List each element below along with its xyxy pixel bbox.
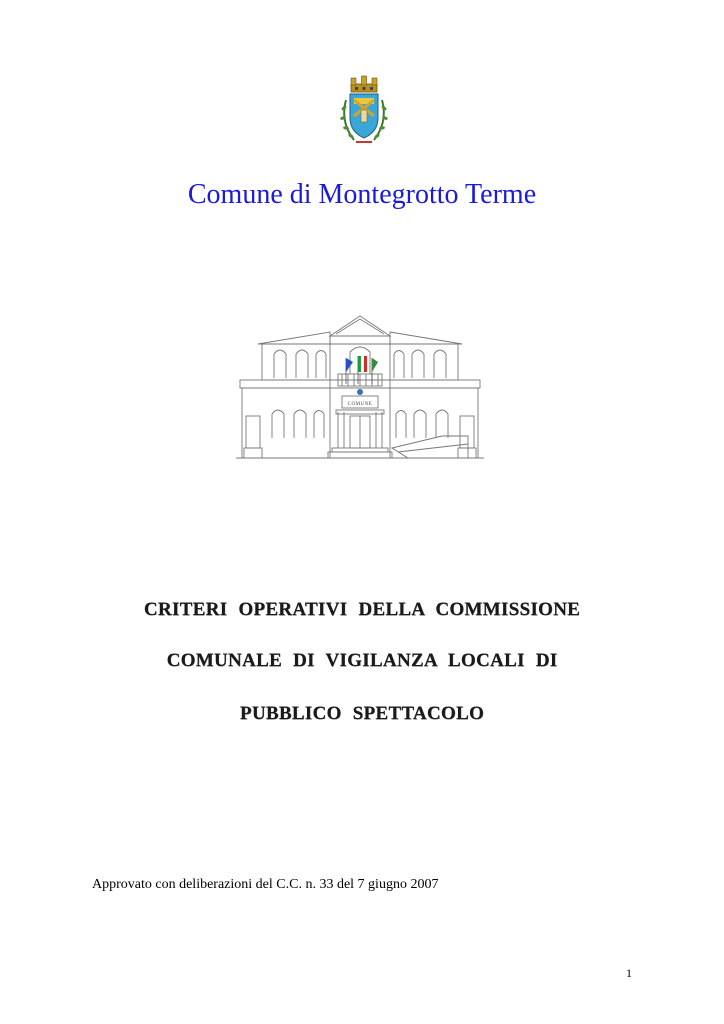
municipal-coat-of-arms-icon (336, 74, 392, 150)
document-title-line-1: CRITERI OPERATIVI DELLA COMMISSIONE (143, 599, 581, 620)
facade-sign-text: COMUNE (347, 402, 373, 407)
municipality-title: Comune di Montegrotto Terme (187, 179, 537, 210)
town-hall-building-drawing-icon (232, 308, 488, 464)
document-title-line-2: COMUNALE DI VIGILANZA LOCALI DI (166, 650, 558, 671)
document-title-line-3: PUBBLICO SPETTACOLO (239, 703, 485, 724)
page-number: 1 (626, 966, 632, 980)
approval-note: Approvato con deliberazioni del C.C. n. 33 del 7 giugno 2007 (92, 877, 439, 892)
